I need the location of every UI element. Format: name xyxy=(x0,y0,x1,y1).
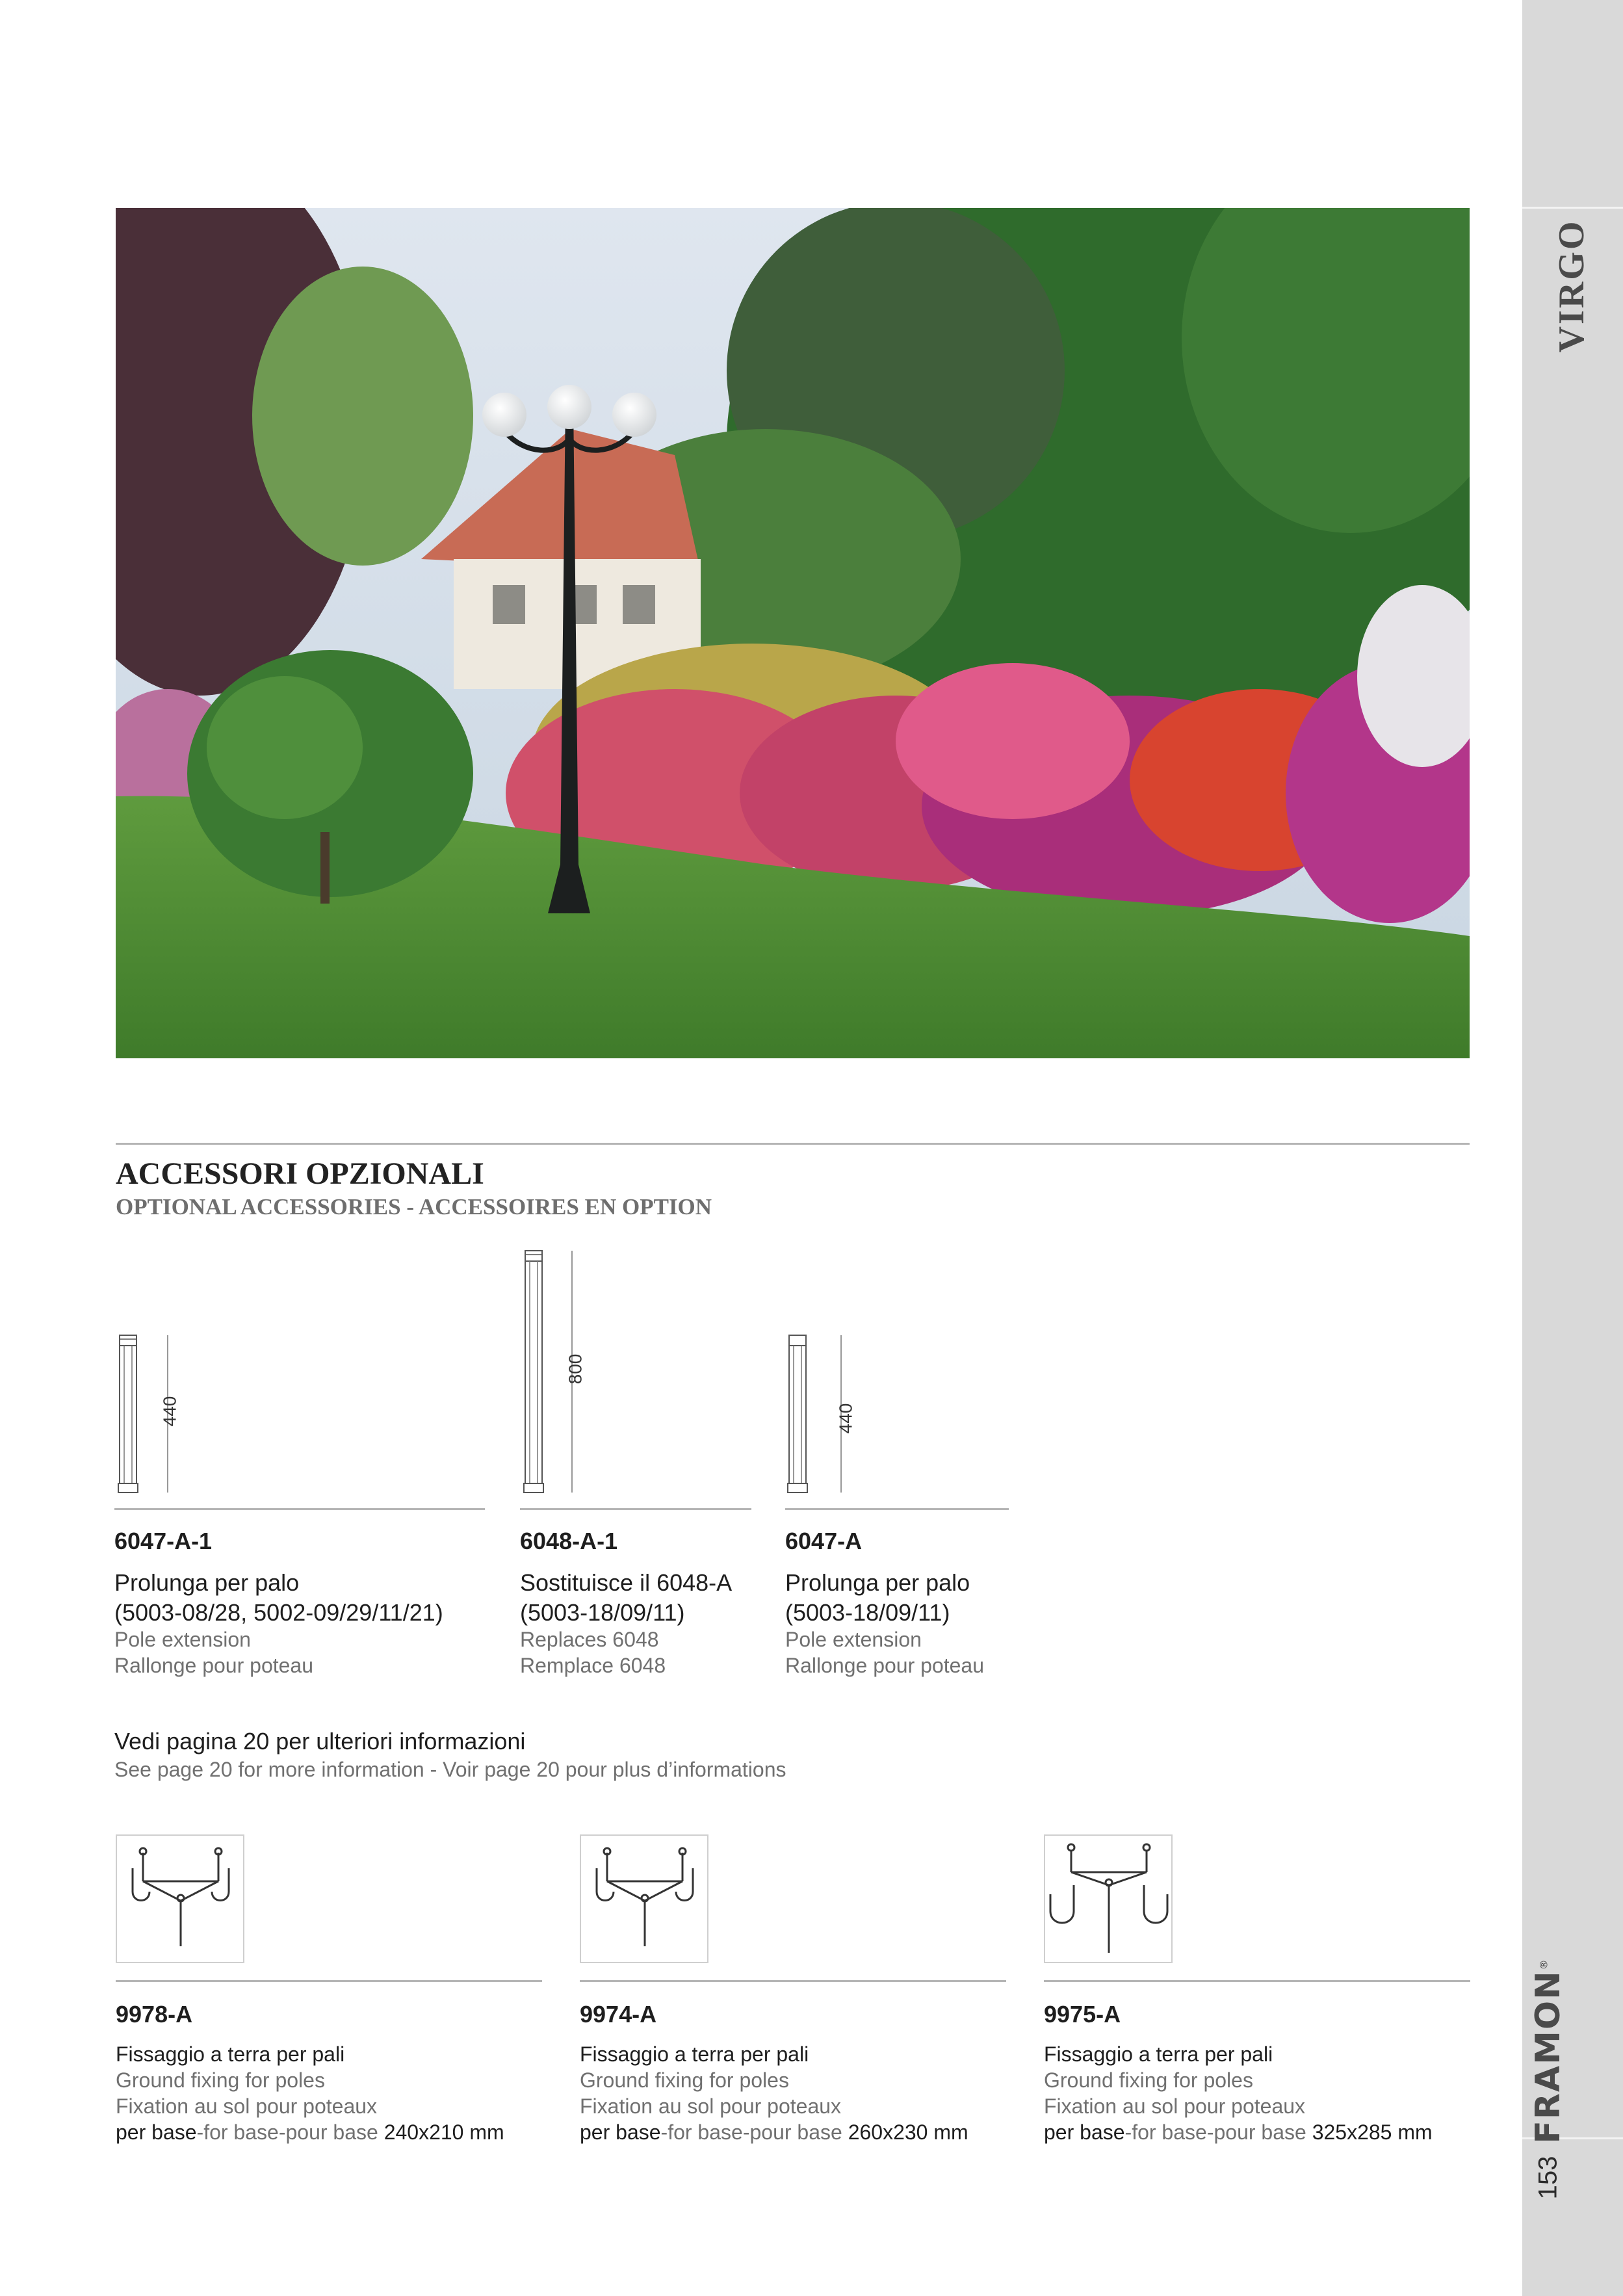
base-label-en-fr: -for base-pour base xyxy=(660,2120,842,2144)
description-fr: Fixation au sol pour poteaux xyxy=(1044,2094,1306,2118)
item-divider xyxy=(520,1508,751,1510)
base-size xyxy=(116,2119,504,2145)
product-code: 6048-A-1 xyxy=(520,1528,618,1554)
dimension-label: 800 xyxy=(565,1353,586,1385)
base-label-it: per base xyxy=(116,2120,197,2144)
item-divider xyxy=(580,1980,1006,1982)
base-dimensions: 325x285 mm xyxy=(1306,2120,1433,2144)
ground-fixing-drawing xyxy=(116,1834,244,1963)
dimension-label: 440 xyxy=(835,1403,856,1434)
description-it: (5003-08/28, 5002-09/29/11/21) xyxy=(114,1599,443,1626)
base-dimensions: 240x210 mm xyxy=(378,2120,504,2144)
garden-lamp-photo xyxy=(116,208,1470,1058)
page-number: 153 xyxy=(1533,2156,1563,2200)
description-en: Replaces 6048 xyxy=(520,1628,659,1651)
description-fr: Rallonge pour poteau xyxy=(785,1654,985,1677)
description-it: Fissaggio a terra per pali xyxy=(116,2042,345,2066)
base-label-it: per base xyxy=(580,2120,661,2144)
description-it: Sostituisce il 6048-A xyxy=(520,1569,733,1596)
product-code: 6047-A xyxy=(785,1528,863,1554)
description-fr: Fixation au sol pour poteaux xyxy=(116,2094,378,2118)
base-label-it: per base xyxy=(1044,2120,1125,2144)
brand-logo xyxy=(1529,1958,1568,2143)
ground-fixing-drawing xyxy=(580,1834,708,1963)
description-en: Ground fixing for poles xyxy=(116,2068,325,2092)
note-en-fr: See page 20 for more information - Voir page 20 pour plus d’informations xyxy=(114,1758,786,1781)
description-it: Fissaggio a terra per pali xyxy=(1044,2042,1273,2066)
description-en: Ground fixing for poles xyxy=(1044,2068,1253,2092)
base-label-en-fr: -for base-pour base xyxy=(1124,2120,1306,2144)
description-it: Fissaggio a terra per pali xyxy=(580,2042,809,2066)
item-divider xyxy=(1044,1980,1470,1982)
product-code: 9978-A xyxy=(116,2001,193,2028)
product-code: 9974-A xyxy=(580,2001,657,2028)
item-divider xyxy=(116,1980,542,1982)
section-divider xyxy=(116,1143,1470,1145)
base-size xyxy=(580,2119,968,2145)
product-code: 6047-A-1 xyxy=(114,1528,213,1554)
description-it: (5003-18/09/11) xyxy=(520,1599,685,1626)
description-fr: Rallonge pour poteau xyxy=(114,1654,314,1677)
series-name: VIRGO xyxy=(1552,219,1592,353)
base-size xyxy=(1044,2119,1433,2145)
description-fr: Fixation au sol pour poteaux xyxy=(580,2094,842,2118)
ground-fixing-drawing xyxy=(1044,1834,1173,1963)
description-fr: Remplace 6048 xyxy=(520,1654,666,1677)
description-it: Prolunga per palo xyxy=(114,1569,300,1596)
note-it: Vedi pagina 20 per ulteriori informazioni xyxy=(114,1728,526,1755)
item-divider xyxy=(785,1508,1009,1510)
section-title: ACCESSORI OPZIONALI xyxy=(116,1156,484,1191)
description-en: Pole extension xyxy=(114,1628,251,1651)
description-en: Ground fixing for poles xyxy=(580,2068,789,2092)
brand-mark: ® xyxy=(1537,1958,1550,1970)
dimension-label: 440 xyxy=(159,1396,180,1427)
section-subtitle: OPTIONAL ACCESSORIES - ACCESSOIRES EN OPTION xyxy=(116,1194,712,1220)
base-label-en-fr: -for base-pour base xyxy=(196,2120,378,2144)
base-dimensions: 260x230 mm xyxy=(842,2120,968,2144)
product-code: 9975-A xyxy=(1044,2001,1121,2028)
description-it: Prolunga per palo xyxy=(785,1569,970,1596)
sidebar-rule xyxy=(1522,207,1623,209)
description-en: Pole extension xyxy=(785,1628,922,1651)
description-it: (5003-18/09/11) xyxy=(785,1599,950,1626)
item-divider xyxy=(114,1508,485,1510)
brand-name: FRAMON xyxy=(1529,1970,1568,2144)
